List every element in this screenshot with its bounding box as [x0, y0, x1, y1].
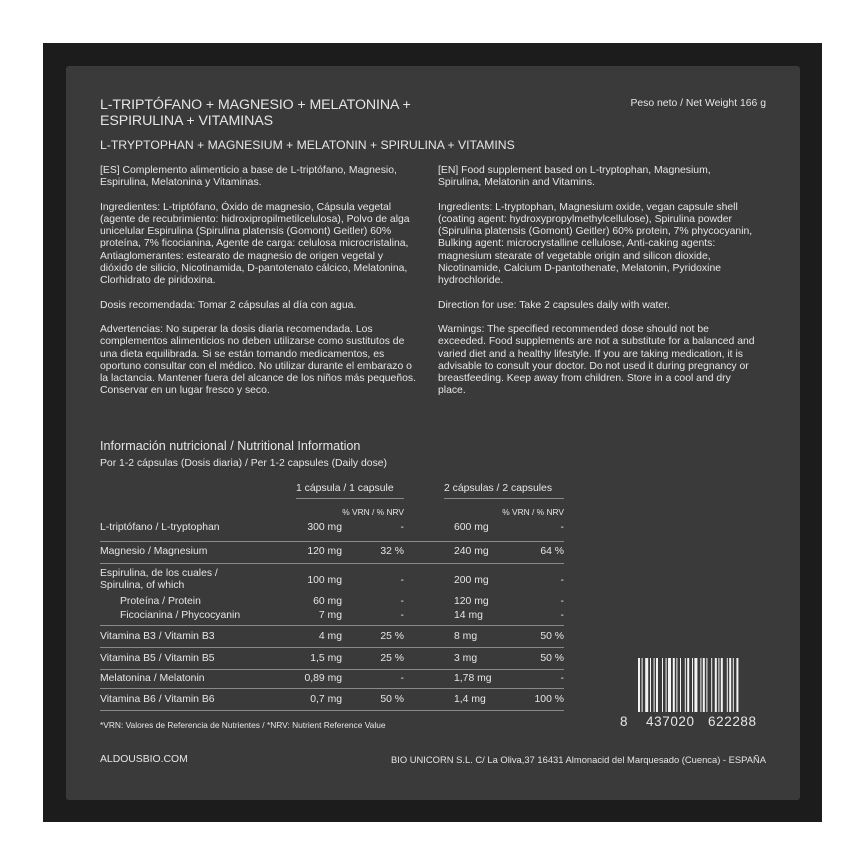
row-amount-2: 3 mg [454, 653, 478, 664]
es-intro: [ES] Complemento alimenticio a base de L-triptófano, Magnesio, Espirulina, Melatonina y Vitaminas. [100, 165, 397, 189]
row-amount-1: 0,89 mg [304, 673, 342, 684]
row-name: Proteína / Protein [120, 596, 201, 607]
row-divider [100, 669, 564, 670]
company-address: BIO UNICORN S.L. C/ La Oliva,37 16431 Almonacid del Marquesado (Cuenca) - ESPAÑA [391, 754, 766, 765]
barcode-digits-right: 622288 [708, 714, 757, 729]
row-amount-2: 240 mg [454, 546, 489, 557]
row-amount-2: 120 mg [454, 596, 489, 607]
row-vrn-2: - [560, 610, 564, 621]
row-divider [100, 688, 564, 689]
row-amount-1: 4 mg [318, 631, 342, 642]
barcode-digit-first: 8 [620, 714, 629, 729]
col2-vrn-header: % VRN / % NRV [502, 507, 564, 517]
row-name: Espirulina, de los cuales / Spirulina, of which [100, 568, 218, 591]
row-divider [100, 541, 564, 542]
row-vrn-2: 50 % [540, 631, 564, 642]
nutrition-subtitle: Por 1-2 cápsulas (Dosis diaria) / Per 1-2 capsules (Daily dose) [100, 458, 388, 469]
row-amount-2: 14 mg [454, 610, 483, 621]
barcode-digits-left: 437020 [646, 714, 695, 729]
row-vrn-1: 25 % [380, 653, 404, 664]
row-name: Vitamina B5 / Vitamin B5 [100, 653, 215, 664]
product-label [66, 66, 800, 800]
row-amount-2: 200 mg [454, 575, 489, 586]
row-vrn-1: - [400, 575, 404, 586]
row-vrn-1: - [400, 522, 404, 533]
row-name: Ficocianina / Phycocyanin [120, 610, 241, 621]
row-name: L-triptófano / L-tryptophan [100, 522, 220, 533]
row-amount-1: 1,5 mg [310, 653, 342, 664]
row-amount-2: 1,78 mg [454, 673, 492, 684]
row-amount-2: 8 mg [454, 631, 478, 642]
row-vrn-2: 50 % [540, 653, 564, 664]
row-amount-1: 7 mg [318, 610, 342, 621]
es-ingredients: Ingredientes: L-triptófano, Óxido de magnesio, Cápsula vegetal (agente de recubrimiento: hidroxipropilmetilcelulosa), Polvo de alga unicelular Espirulina (Spirulina platensis (Gomont) Geitler) 60% proteína, 7% ficocianina, Agente de carga: celulosa microcristalina, Antiaglomerantes: estearato de magnesio de origen vegetal y dióxido de silicio, Nicotinamida, D-pantotenato cálcico, Melatonina, Clorhidrato de piridoxina. [100, 201, 410, 287]
row-vrn-2: 100 % [534, 694, 564, 705]
row-name: Melatonina / Melatonin [100, 673, 205, 684]
row-name: Vitamina B6 / Vitamin B6 [100, 694, 215, 705]
row-amount-1: 120 mg [307, 546, 342, 557]
col2-header: 2 cápsulas / 2 capsules [444, 483, 553, 494]
row-amount-1: 0,7 mg [310, 694, 342, 705]
col2-header-rule [444, 498, 564, 499]
row-amount-1: 300 mg [307, 522, 342, 533]
row-vrn-1: 32 % [380, 546, 404, 557]
footnote: *VRN: Valores de Referencia de Nutrientes / *NRV: Nutrient Reference Value [100, 720, 386, 730]
row-divider [100, 710, 564, 711]
row-vrn-2: 64 % [540, 546, 564, 557]
row-vrn-1: - [400, 610, 404, 621]
row-vrn-1: 50 % [380, 694, 404, 705]
es-warnings: Advertencias: No superar la dosis diaria recomendada. Los complementos alimenticios no deben utilizarse como sustitutos de una dieta equilibrada. Si se están tomando medicamentos, es oportuno consultar con el médico. No utilizar durante el embarazo o la lactancia. Mantener fuera del alcance de los niños más pequeños. Conservar en un lugar fresco y seco. [100, 323, 416, 397]
row-name: Magnesio / Magnesium [100, 546, 208, 557]
en-intro: [EN] Food supplement based on L-tryptophan, Magnesium, Spirulina, Melatonin and Vitamins. [438, 165, 711, 189]
en-ingredients: Ingredients: L-tryptophan, Magnesium oxide, vegan capsule shell (coating agent: hydroxypropylmethylcellulose), Spirulina powder (Spirulina platensis (Gomont) Geitler) 60% protein, 7% phycocyanin, Bulking agent: microcrystalline cellulose, Anti-caking agents: magnesium stearate of vegetable origin and silicon dioxide, Nicotinamide, Calcium D-pantothenate, Melatonin, Pyridoxine hydrochloride. [438, 201, 753, 287]
website: ALDOUSBIO.COM [100, 754, 188, 765]
en-warnings: Warnings: The specified recommended dose should not be exceeded. Food supplements are not a substitute for a balanced and varied diet and a healthy lifestyle. If you are taking medication, it is advisable to consult your doctor. Do not used it during pregnancy or breastfeeding. Keep away from children. Store in a cool and dry place. [438, 323, 755, 397]
row-vrn-2: - [560, 596, 564, 607]
row-vrn-1: 25 % [380, 631, 404, 642]
row-divider [100, 625, 564, 626]
row-amount-2: 600 mg [454, 522, 489, 533]
row-vrn-2: - [560, 575, 564, 586]
spanish-column [100, 165, 418, 410]
english-column [438, 165, 756, 410]
row-name: Vitamina B3 / Vitamin B3 [100, 631, 215, 642]
col1-vrn-header: % VRN / % NRV [342, 507, 404, 517]
col1-header-rule [296, 498, 404, 499]
row-amount-1: 100 mg [307, 575, 342, 586]
row-amount-2: 1,4 mg [454, 694, 486, 705]
title-es: L-TRIPTÓFANO + MAGNESIO + MELATONINA + ESPIRULINA + VITAMINAS [100, 97, 411, 129]
es-dose: Dosis recomendada: Tomar 2 cápsulas al día con agua. [100, 299, 357, 311]
row-vrn-2: - [560, 522, 564, 533]
row-vrn-1: - [400, 596, 404, 607]
barcode-icon [638, 658, 766, 712]
row-vrn-1: - [400, 673, 404, 684]
col1-header: 1 cápsula / 1 capsule [296, 483, 394, 494]
row-divider [100, 563, 564, 564]
net-weight: Peso neto / Net Weight 166 g [630, 98, 766, 109]
nutrition-title: Información nutricional / Nutritional Information [100, 439, 361, 453]
row-vrn-2: - [560, 673, 564, 684]
title-en: L-TRYPTOPHAN + MAGNESIUM + MELATONIN + SPIRULINA + VITAMINS [100, 138, 515, 152]
en-dose: Direction for use: Take 2 capsules daily with water. [438, 299, 670, 311]
row-divider [100, 647, 564, 648]
row-amount-1: 60 mg [313, 596, 342, 607]
